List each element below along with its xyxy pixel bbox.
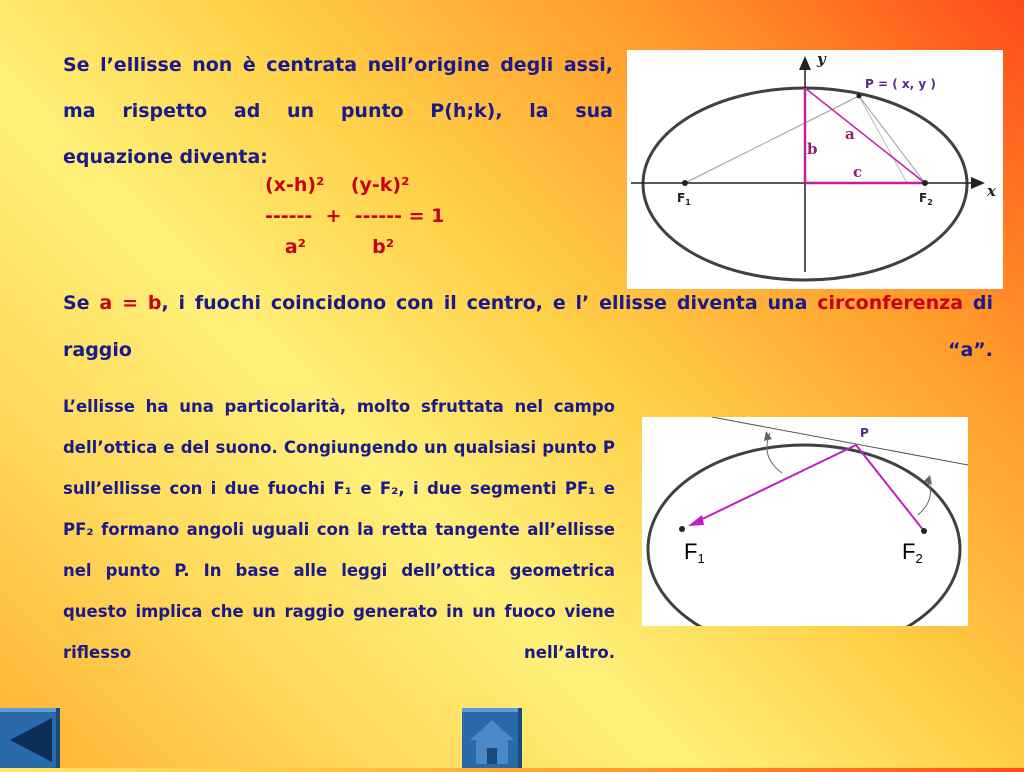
- circle-text-post: di raggio “a”.: [63, 292, 994, 361]
- point-p-label: P = ( x, y ): [865, 77, 936, 91]
- intro-line-2: assi, ma rispetto ad un punto P(h;k), la sua: [63, 54, 613, 122]
- equation-numerators: (x-h)² (y-k)²: [265, 174, 410, 196]
- home-button[interactable]: [462, 708, 522, 768]
- arrow-left-icon: [0, 708, 60, 768]
- focus-2-label: $F_2$: [919, 191, 933, 207]
- reflection-svg: [642, 417, 968, 626]
- reflection-focus-1-label: F1: [684, 539, 705, 566]
- intro-line-3: equazione diventa:: [63, 146, 268, 168]
- circonferenza-term: circonferenza: [817, 292, 964, 314]
- intro-paragraph: [63, 42, 613, 180]
- reflection-point-p-label: P: [860, 426, 869, 440]
- ellipse-equation: [265, 170, 444, 263]
- ellipse-axes-figure: [627, 50, 1003, 289]
- c-label: c: [853, 163, 863, 181]
- equation-fraction-bars: ------ + ------ = 1: [265, 205, 445, 227]
- a-equals-b: a = b: [99, 292, 162, 314]
- focus-1-label: $F_1$: [677, 191, 691, 207]
- reflection-focus-2-label: F2: [902, 539, 923, 566]
- equation-denominators: a² b²: [265, 236, 395, 258]
- circle-text-mid: , i fuochi coincidono con il centro, e l’ ellisse diventa una: [161, 292, 818, 314]
- optics-text: L’ellisse ha una particolarità, molto sfruttata nel campo dell’ottica e del suono. Congiungendo un qualsiasi punto P sull’ellisse con i due fuochi F₁ e F₂, i due segmenti PF₁ e PF₂ formano angoli uguali con la retta tangente all’ellisse nel punto P. In base alle leggi dell’ottica geometrica questo implica che un raggio generato in un fuoco viene riflesso nell’altro.: [63, 397, 615, 662]
- a-label: a: [845, 125, 855, 143]
- y-axis-label: y: [817, 50, 826, 68]
- circle-paragraph: [63, 280, 993, 374]
- intro-line-1: Se l’ellisse non è centrata nell’origine degli: [63, 54, 554, 76]
- b-label: b: [807, 140, 818, 158]
- back-button[interactable]: [0, 708, 60, 768]
- ellipse-axes-svg: [627, 50, 1003, 289]
- home-icon: [462, 708, 522, 768]
- circle-text-pre: Se: [63, 292, 100, 314]
- reflection-figure: [642, 417, 968, 626]
- optics-paragraph: [63, 386, 615, 673]
- x-axis-label: x: [987, 182, 996, 200]
